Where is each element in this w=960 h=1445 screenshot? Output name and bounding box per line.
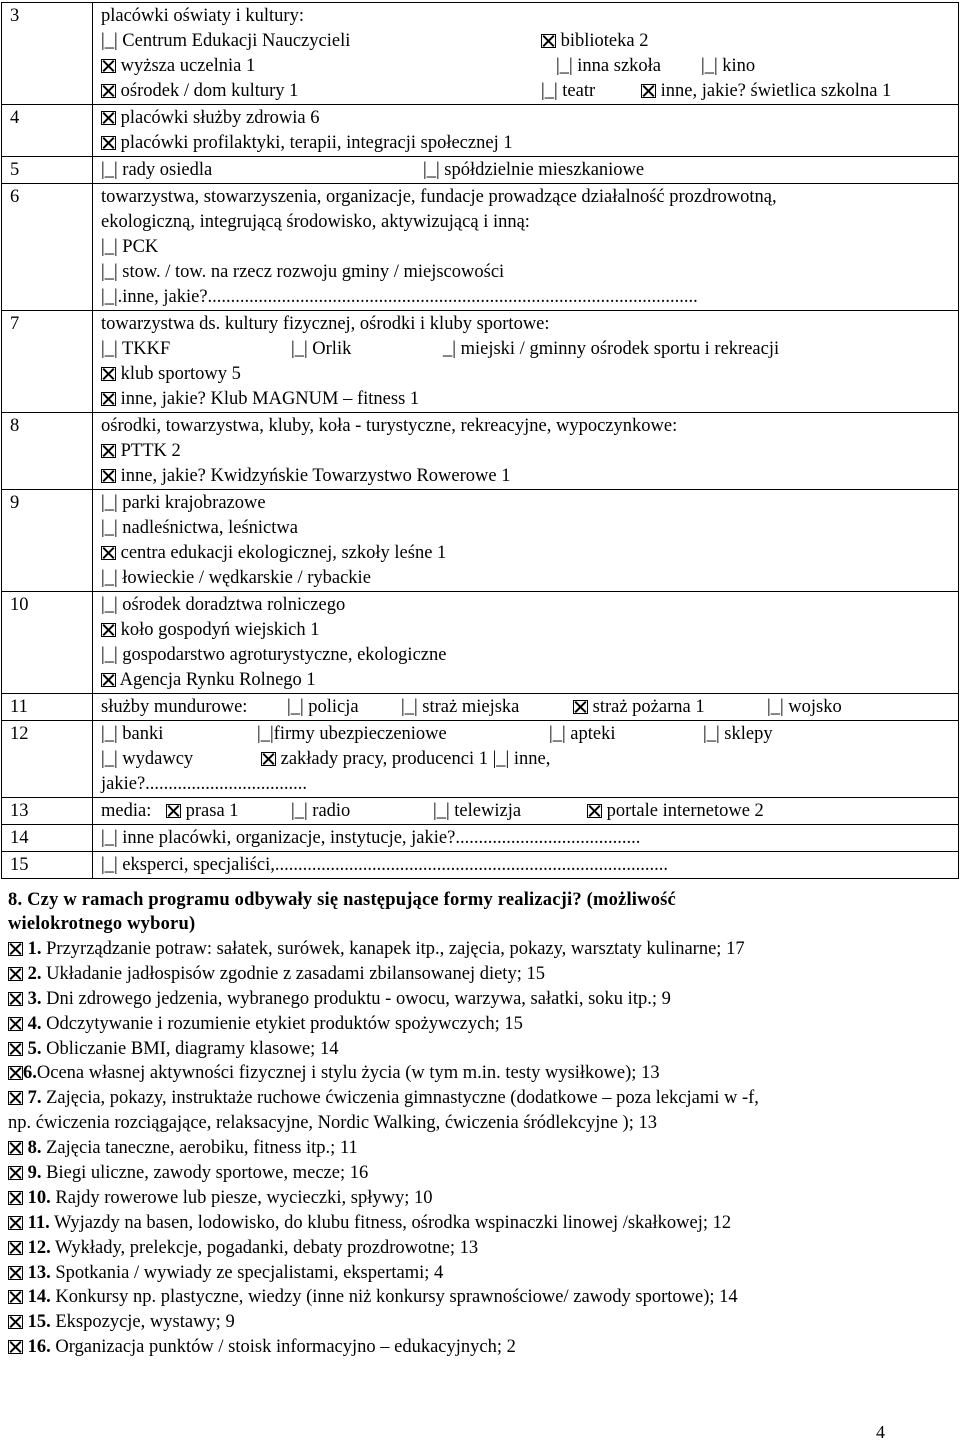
- answer-text: Odczytywanie i rozumienie etykiet produktów spożywczych;: [46, 1013, 500, 1034]
- answer-count: 14: [719, 1287, 738, 1308]
- answer-number: 1.: [27, 939, 42, 959]
- checked-box-icon[interactable]: [8, 1166, 23, 1180]
- option-text: |_| Centrum Edukacji Nauczycieli: [101, 31, 351, 51]
- question-title: [8, 888, 908, 937]
- option-text: |_|.inne, jakie?..........................................................................................................: [101, 287, 698, 307]
- page-number: 4: [876, 1422, 885, 1442]
- row-number: 13: [2, 798, 93, 825]
- row-line: [101, 4, 952, 29]
- checked-box-icon[interactable]: [101, 367, 116, 381]
- answer-item: [8, 1111, 908, 1136]
- answer-text: Zajęcia, pokazy, instruktaże ruchowe ćwiczenia gimnastyczne (dodatkowe – poza lekcjami w -f,: [46, 1088, 759, 1109]
- answer-number: 4.: [27, 1013, 42, 1034]
- option-text: |_| straż miejska: [401, 697, 520, 717]
- answer-text: Organizacja punktów / stoisk informacyjno – edukacyjnych;: [55, 1337, 503, 1358]
- option-text: |_| eksperci, specjaliści,.....................................................................................: [101, 855, 668, 875]
- answer-number: 5.: [27, 1038, 42, 1059]
- answer-item[interactable]: [8, 1335, 908, 1360]
- answer-text: np. ćwiczenia rozciągające, relaksacyjne, Nordic Walking, ćwiczenia śródlekcyjne );: [8, 1113, 634, 1134]
- checked-box-icon[interactable]: [8, 1241, 23, 1255]
- table-row: [2, 413, 959, 490]
- answer-count: 13: [638, 1113, 657, 1134]
- checked-box-icon[interactable]: [101, 623, 116, 637]
- option-text: |_| telewizja: [433, 801, 522, 821]
- option-label: inne, jakie? Klub MAGNUM – fitness 1: [120, 389, 420, 409]
- checked-box-icon[interactable]: [101, 136, 116, 150]
- row-number: 6: [2, 184, 93, 311]
- question-title-line: 8. Czy w ramach programu odbywały się następujące formy realizacji? (możliwość: [8, 890, 676, 910]
- checked-box-icon[interactable]: [8, 1017, 23, 1031]
- option-label: zakłady pracy, producenci 1 |_| inne,: [280, 749, 551, 769]
- answer-text: Konkursy np. plastyczne, wiedzy (inne niż konkursy sprawnościowe/ zawody sportowe);: [55, 1287, 715, 1308]
- answer-item[interactable]: [8, 1310, 908, 1335]
- option-item[interactable]: [261, 747, 550, 772]
- option-label: PTTK 2: [120, 441, 181, 461]
- checked-box-icon[interactable]: [8, 1216, 23, 1230]
- option-label: Agencja Rynku Rolnego 1: [119, 670, 316, 690]
- line-text: towarzystwa ds. kultury fizycznej, ośrodki i kluby sportowe:: [101, 314, 550, 334]
- row-number: 11: [2, 694, 93, 721]
- row-number: 4: [2, 105, 93, 157]
- answer-count: 16: [349, 1163, 369, 1184]
- checked-box-icon[interactable]: [587, 804, 602, 818]
- option-text: |_| gospodarstwo agroturystyczne, ekologiczne: [101, 645, 447, 665]
- option-text: |_| kino: [701, 56, 756, 76]
- answer-item[interactable]: [8, 1136, 908, 1161]
- table-row: [2, 798, 959, 825]
- option-label: straż pożarna 1: [592, 697, 705, 717]
- answer-count: 4: [434, 1262, 444, 1283]
- table-row: [2, 3, 959, 105]
- option-item[interactable]: [587, 799, 764, 824]
- checked-box-icon[interactable]: [8, 967, 23, 981]
- answer-count: 9: [661, 988, 671, 1009]
- answer-number: 12.: [27, 1237, 51, 1258]
- row-number: 10: [2, 592, 93, 694]
- row-line: [101, 54, 952, 79]
- option-text: |_| apteki: [549, 724, 616, 744]
- answer-text: Wykłady, prelekcje, pogadanki, debaty prozdrowotne;: [55, 1237, 455, 1258]
- question-8: [8, 888, 908, 1360]
- answer-number: 14.: [27, 1287, 51, 1308]
- option-label: prasa 1: [185, 801, 239, 821]
- checked-box-icon[interactable]: [101, 673, 116, 687]
- answer-number: 6.: [23, 1063, 37, 1084]
- table-row: [2, 721, 959, 798]
- option-text: |_| nadleśnictwa, leśnictwa: [101, 518, 298, 538]
- answer-count: 12: [712, 1212, 732, 1233]
- table-row: [2, 825, 959, 852]
- row-line: [101, 747, 952, 772]
- row-number: 5: [2, 157, 93, 184]
- row-content: [93, 3, 959, 105]
- answer-text: Ocena własnej aktywności fizycznej i stylu życia (w tym m.in. testy wysiłkowe);: [36, 1063, 637, 1084]
- checked-box-icon[interactable]: [8, 1066, 23, 1080]
- checked-box-icon[interactable]: [8, 1191, 23, 1205]
- row-line: [101, 722, 952, 747]
- answer-item[interactable]: [8, 1012, 908, 1037]
- checked-box-icon[interactable]: [261, 752, 276, 766]
- table-row: [2, 852, 959, 879]
- checked-box-icon[interactable]: [101, 59, 116, 73]
- checked-box-icon[interactable]: [8, 1042, 23, 1056]
- option-text: |_| parki krajobrazowe: [101, 493, 266, 513]
- row-line: [101, 799, 952, 824]
- answer-number: 8.: [27, 1138, 42, 1159]
- row-line: [101, 158, 952, 183]
- option-label: klub sportowy 5: [120, 364, 241, 384]
- answer-number: 3.: [27, 988, 42, 1009]
- option-label: biblioteka 2: [560, 31, 649, 51]
- answer-text: Układanie jadłospisów zgodnie z zasadami zbilansowanej diety;: [46, 963, 522, 984]
- answer-count: 13: [459, 1237, 479, 1258]
- table-row: [2, 105, 959, 157]
- row-content: [93, 184, 959, 311]
- option-text: |_| Orlik: [291, 339, 352, 359]
- answer-count: 10: [413, 1187, 433, 1208]
- option-text: |_| banki: [101, 724, 164, 744]
- answer-text: Obliczanie BMI, diagramy klasowe;: [46, 1038, 316, 1059]
- option-item[interactable]: [101, 54, 255, 79]
- option-label: placówki służby zdrowia 6: [120, 108, 320, 128]
- answer-count: 15: [504, 1013, 523, 1034]
- answer-number: 13.: [27, 1262, 51, 1283]
- row-number: 9: [2, 490, 93, 592]
- checked-box-icon[interactable]: [101, 392, 116, 406]
- row-number: 15: [2, 852, 93, 879]
- institutions-table: [1, 2, 959, 879]
- answer-item[interactable]: [8, 937, 908, 962]
- answer-item[interactable]: [8, 1186, 908, 1211]
- answer-text: Biegi uliczne, zawody sportowe, mecze;: [46, 1163, 346, 1184]
- row-line: [101, 29, 952, 54]
- option-item[interactable]: [101, 541, 952, 566]
- option-text: |_| rady osiedla: [101, 160, 213, 180]
- option-label: inne, jakie? Kwidzyńskie Towarzystwo Rowerowe 1: [120, 466, 511, 486]
- option-item[interactable]: [573, 695, 705, 720]
- answer-item[interactable]: [8, 1161, 908, 1186]
- option-text: |_| łowieckie / wędkarskie / rybackie: [101, 568, 371, 588]
- row-line: [101, 695, 952, 720]
- option-text: |_|firmy ubezpieczeniowe: [257, 724, 447, 744]
- option-text: |_| wojsko: [767, 697, 842, 717]
- checked-box-icon[interactable]: [101, 444, 116, 458]
- checked-box-icon[interactable]: [573, 700, 588, 714]
- option-text: |_| TKKF: [101, 339, 171, 359]
- row-line: [101, 337, 952, 362]
- row-content: [93, 157, 959, 184]
- option-item[interactable]: [101, 464, 952, 489]
- line-text: towarzystwa, stowarzyszenia, organizacje, fundacje prowadzące działalność prozdrowotną,: [101, 187, 777, 207]
- option-item[interactable]: [101, 668, 952, 693]
- option-text: |_| policja: [287, 697, 359, 717]
- table-row: [2, 311, 959, 413]
- answer-item[interactable]: [8, 1236, 908, 1261]
- checked-box-icon[interactable]: [8, 1290, 23, 1304]
- answer-number: 9.: [27, 1163, 42, 1184]
- option-text: |_| radio: [291, 801, 351, 821]
- row-number: 7: [2, 311, 93, 413]
- option-item[interactable]: [101, 106, 952, 131]
- answer-item[interactable]: [8, 1211, 908, 1236]
- answer-item[interactable]: [8, 1261, 908, 1286]
- row-content: [93, 798, 959, 825]
- answer-count: 17: [726, 939, 745, 959]
- checked-box-icon[interactable]: [101, 111, 116, 125]
- answer-count: 2: [506, 1337, 516, 1358]
- option-item[interactable]: [641, 79, 891, 104]
- answer-text: Dni zdrowego jedzenia, wybranego produktu - owocu, warzywa, sałatki, soku itp.;: [46, 988, 657, 1009]
- row-content: [93, 490, 959, 592]
- line-text: jakie?...................................: [101, 774, 308, 794]
- option-item[interactable]: [541, 29, 648, 54]
- checked-box-icon[interactable]: [8, 1315, 23, 1329]
- answer-item[interactable]: [8, 962, 908, 987]
- table-row: [2, 490, 959, 592]
- option-text: |_| teatr: [541, 81, 596, 101]
- answer-count: 13: [641, 1063, 660, 1084]
- row-number: 14: [2, 825, 93, 852]
- option-item[interactable]: [101, 387, 952, 412]
- table-row: [2, 184, 959, 311]
- row-content: [93, 825, 959, 852]
- row-content: [93, 105, 959, 157]
- answer-number: 16.: [27, 1337, 51, 1358]
- answer-text: Spotkania / wywiady ze specjalistami, ekspertami;: [55, 1262, 430, 1283]
- row-content: [93, 721, 959, 798]
- checked-box-icon[interactable]: [8, 1340, 23, 1354]
- option-text: |_| PCK: [101, 237, 159, 257]
- answer-text: Zajęcia taneczne, aerobiku, fitness itp.;: [46, 1138, 336, 1159]
- checked-box-icon[interactable]: [8, 1091, 23, 1105]
- option-item[interactable]: [101, 618, 952, 643]
- checked-box-icon[interactable]: [101, 469, 116, 483]
- answer-number: 7.: [27, 1088, 42, 1109]
- option-label: wyższa uczelnia 1: [120, 56, 256, 76]
- line-text: placówki oświaty i kultury:: [101, 6, 304, 26]
- row-content: [93, 694, 959, 721]
- answer-count: 14: [319, 1038, 339, 1059]
- checked-box-icon[interactable]: [541, 34, 556, 48]
- table-row: [2, 694, 959, 721]
- checked-box-icon[interactable]: [166, 804, 181, 818]
- row-line: [101, 79, 952, 104]
- option-label: centra edukacji ekologicznej, szkoły leśne 1: [120, 543, 447, 563]
- answer-number: 11.: [27, 1212, 50, 1233]
- answer-number: 10.: [27, 1187, 51, 1208]
- option-label: inne, jakie? świetlica szkolna 1: [660, 81, 892, 101]
- answer-text: Wyjazdy na basen, lodowisko, do klubu fitness, ośrodka wspinaczki linowej /skałkowej;: [54, 1212, 709, 1233]
- checked-box-icon[interactable]: [101, 546, 116, 560]
- answer-item[interactable]: [8, 987, 908, 1012]
- option-text: _| miejski / gminny ośrodek sportu i rekreacji: [443, 339, 780, 359]
- option-text: |_| inna szkoła: [556, 56, 662, 76]
- answer-item[interactable]: [8, 1285, 908, 1310]
- answer-number: 15.: [27, 1312, 51, 1333]
- line-text: media:: [101, 801, 152, 821]
- option-label: ośrodek / dom kultury 1: [120, 81, 299, 101]
- answer-count: 11: [339, 1138, 358, 1159]
- answer-number: 2.: [27, 963, 42, 984]
- row-content: [93, 592, 959, 694]
- row-content: [93, 852, 959, 879]
- row-number: 8: [2, 413, 93, 490]
- row-number: 12: [2, 721, 93, 798]
- checked-box-icon[interactable]: [8, 992, 23, 1006]
- answer-item[interactable]: [8, 1086, 908, 1111]
- table-row: [2, 157, 959, 184]
- option-text: |_| inne placówki, organizacje, instytucje, jakie?........................................: [101, 828, 641, 848]
- checked-box-icon[interactable]: [101, 84, 116, 98]
- answer-text: Ekspozycje, wystawy;: [55, 1312, 221, 1333]
- option-label: portale internetowe 2: [606, 801, 764, 821]
- answer-count: 9: [225, 1312, 235, 1333]
- option-text: |_| spółdzielnie mieszkaniowe: [423, 160, 645, 180]
- answer-item[interactable]: [8, 1061, 908, 1086]
- line-text: ośrodki, towarzystwa, kluby, koła - turystyczne, rekreacyjne, wypoczynkowe:: [101, 416, 678, 436]
- option-text: |_| sklepy: [703, 724, 773, 744]
- option-item[interactable]: [101, 439, 952, 464]
- table-row: [2, 592, 959, 694]
- line-text: ekologiczną, integrującą środowisko, aktywizującą i inną:: [101, 212, 530, 232]
- answer-item[interactable]: [8, 1037, 908, 1062]
- option-item[interactable]: [101, 131, 952, 156]
- checked-box-icon[interactable]: [8, 1141, 23, 1155]
- option-label: koło gospodyń wiejskich 1: [120, 620, 320, 640]
- answer-count: 15: [526, 963, 545, 984]
- option-text: |_| wydawcy: [101, 749, 194, 769]
- checked-box-icon[interactable]: [641, 84, 656, 98]
- row-content: [93, 311, 959, 413]
- question-title-line: wielokrotnego wyboru): [8, 914, 196, 934]
- answer-text: Rajdy rowerowe lub piesze, wycieczki, spływy;: [55, 1187, 410, 1208]
- option-text: |_| ośrodek doradztwa rolniczego: [101, 595, 346, 615]
- answer-text: Przyrządzanie potraw: sałatek, surówek, kanapek itp., zajęcia, pokazy, warsztaty kulinarne;: [46, 939, 722, 959]
- line-text: służby mundurowe:: [101, 697, 248, 717]
- option-text: |_| stow. / tow. na rzecz rozwoju gminy / miejscowości: [101, 262, 505, 282]
- option-item[interactable]: [101, 79, 298, 104]
- checked-box-icon[interactable]: [8, 1266, 23, 1280]
- option-item[interactable]: [166, 799, 239, 824]
- checked-box-icon[interactable]: [8, 942, 23, 956]
- row-content: [93, 413, 959, 490]
- answer-list: [8, 937, 908, 1360]
- option-item[interactable]: [101, 362, 952, 387]
- option-label: placówki profilaktyki, terapii, integracji społecznej 1: [120, 133, 513, 153]
- row-number: 3: [2, 3, 93, 105]
